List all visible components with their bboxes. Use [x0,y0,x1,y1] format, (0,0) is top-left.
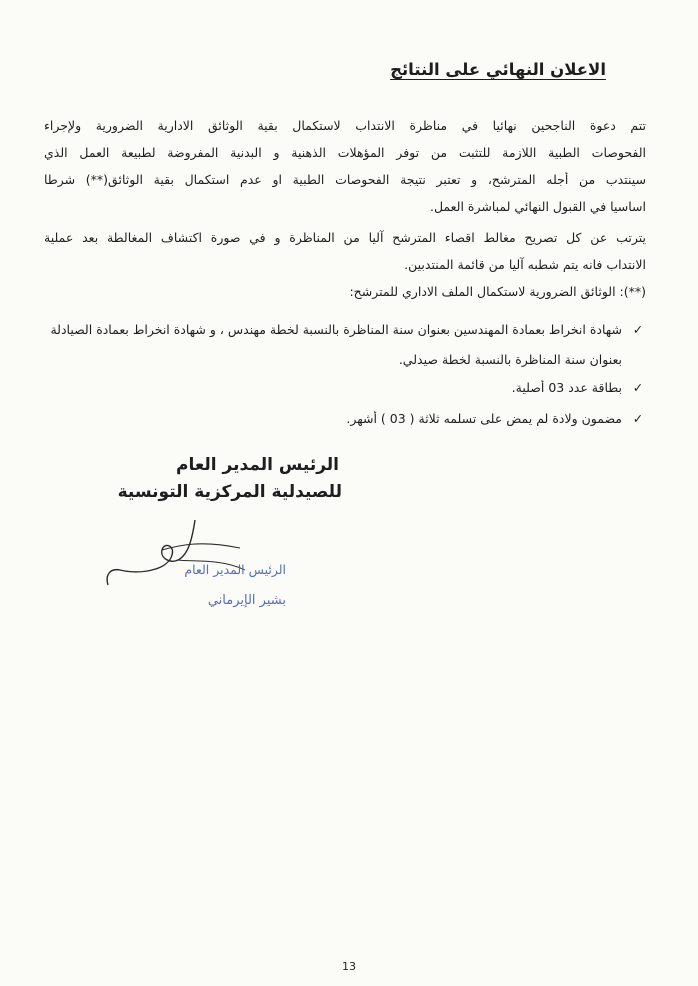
paragraph-line: الفحوصات الطبية اللازمة للتثبت من توفر المؤهلات الذهنية و البدنية المفروضة لطبيعة العمل الذي [44,145,646,160]
list-item-text: مضمون ولادة لم يمض على تسلمه ثلاثة ( 03 ) أشهر. [346,411,622,426]
list-item [40,380,646,395]
signatory-title: الرئيس المدير العام [175,455,339,475]
page-number: 13 [342,960,356,973]
check-mark-icon: ✓ [632,322,644,337]
list-item-text: شهادة انخراط بعمادة المهندسين بعنوان سنة المناظرة بالنسبة لخطة مهندس ، و شهادة انخراط بعمادة الصيادلة [50,322,622,337]
paragraph-line: اساسيا في القبول النهائي لمباشرة العمل. [429,199,646,214]
list-item-continuation: بعنوان سنة المناظرة بالنسبة لخطة صيدلي. [398,352,622,367]
stamp-title: الرئيس المدير العام [184,562,286,577]
paragraph-line: يترتب عن كل تصريح مغالط اقصاء المترشح آليا من المناظرة و في صورة اكتشاف المغالطة بعد عملية [44,230,646,245]
check-mark-icon: ✓ [632,380,644,395]
documents-heading: (**): الوثائق الضرورية لاستكمال الملف الاداري للمترشح: [349,284,646,299]
stamp-name: بشير الإيرماني [207,593,286,608]
page-title: الاعلان النهائي على النتائج [390,60,606,79]
list-item-text: بطاقة عدد 03 أصلية. [511,380,622,395]
list-item [40,411,646,426]
list-item [40,322,646,337]
check-mark-icon: ✓ [632,411,644,426]
paragraph-line: تتم دعوة الناجحين نهائيا في مناظرة الانتداب لاستكمال بقية الوثائق الادارية الضرورية ولإجراء [44,118,646,133]
paragraph-line: سينتدب من أجله المترشح، و تعتبر نتيجة الفحوصات الطبية او عدم استكمال بقية الوثائق(**) شرطا [44,172,646,187]
paragraph-line: الانتداب فانه يتم شطبه آليا من قائمة المنتدبين. [404,257,646,272]
signatory-organization: للصيدلية المركزية التونسية [117,482,342,502]
